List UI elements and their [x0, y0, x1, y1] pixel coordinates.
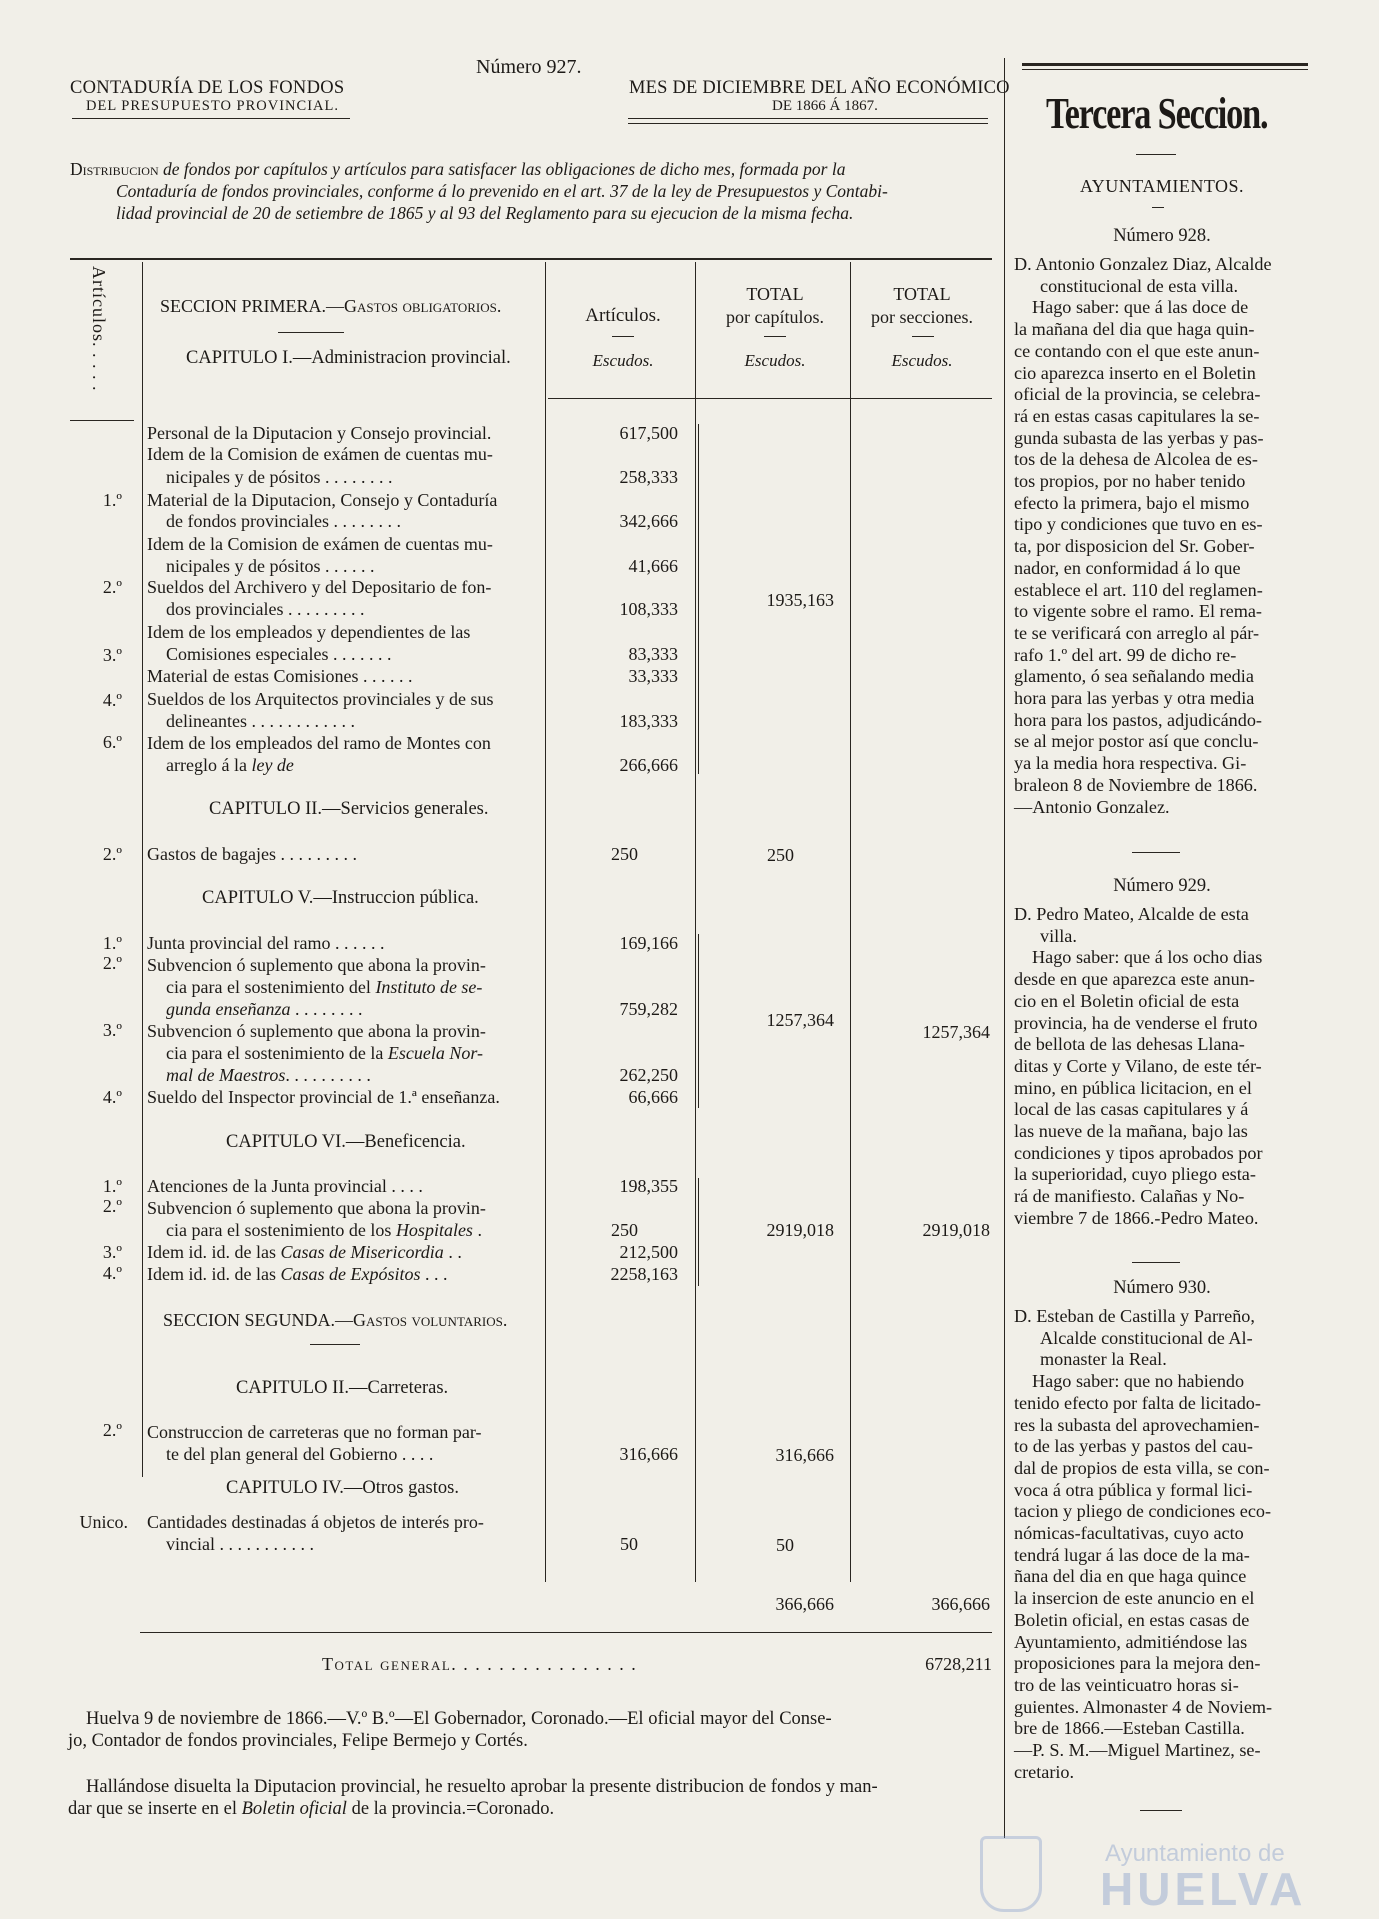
table-row-text: Gastos de bagajes . . . . . . . . . [147, 844, 357, 864]
notice-930 [1014, 1306, 1310, 1783]
table-row-text: cia para el sostenimiento de los Hospitales . [166, 1220, 482, 1240]
table-top-rule [70, 258, 992, 260]
col-total-sec-label-2: por secciones. [871, 307, 973, 327]
notice-line: D. Antonio Gonzalez Diaz, Alcalde [1014, 254, 1272, 274]
table-row-text: mal de Maestros. . . . . . . . . . [166, 1065, 371, 1085]
col-divider-4 [850, 262, 851, 1582]
table-row-text: Idem de la Comision de exámen de cuentas mu- [147, 444, 493, 464]
table-row-text: Subvencion ó suplemento que abona la provin- [147, 1021, 486, 1041]
notice-line: tipo y condiciones que tuvo en es- [1014, 514, 1263, 535]
article-number: 4.º [102, 690, 122, 710]
table-row-text: Construccion de carreteras que no forman par- [147, 1422, 482, 1442]
watermark-logo-icon [980, 1836, 1042, 1912]
right-top-rule [1022, 63, 1308, 66]
table-row-value: 33,333 [628, 666, 678, 686]
subheading: AYUNTAMIENTOS. [1079, 176, 1245, 196]
header-left-title: CONTADURÍA DE LOS FONDOS [70, 78, 345, 98]
notice-line: tendrá lugar á las doce de la ma- [1014, 1544, 1250, 1565]
table-row-value: 41,666 [628, 556, 678, 576]
table-row-value: 258,333 [619, 467, 678, 487]
table-row-text: Idem id. id. de las Casas de Misericordia . . [147, 1242, 462, 1262]
table-row-text: Subvencion ó suplemento que abona la provin- [147, 1198, 486, 1218]
notice-line: nador, en conformidad á lo que [1014, 557, 1241, 578]
issue-number: Número 927. [476, 56, 582, 78]
table-row-value: 617,500 [619, 423, 678, 443]
col-total-cap-unit: Escudos. [744, 351, 806, 370]
notice-line: tacion y pliego de condiciones eco- [1014, 1501, 1272, 1522]
table-row-text: Idem de la Comision de exámen de cuentas mu- [147, 534, 493, 554]
table-row-text: Atenciones de la Junta provincial . . . . [147, 1176, 423, 1196]
footer-line-4: dar que se inserte en el Boletin oficial de la provincia.=Coronado. [68, 1799, 555, 1819]
heading-ornament [1136, 154, 1176, 155]
header-left-rule [72, 118, 350, 119]
notice-line: braleon 8 de Noviembre de 1866. [1014, 774, 1258, 795]
col-divider-2 [545, 262, 546, 1582]
notice-line: tos propios, por no haber tenido [1014, 471, 1246, 492]
notice-line: local de las casas capitulares y á [1014, 1099, 1249, 1120]
section-1-dash [278, 332, 344, 333]
table-row-text: nicipales y de pósitos . . . . . . [166, 556, 375, 576]
notice-line: ce contando con el que este anun- [1014, 340, 1260, 361]
table-row-text: arreglo á la ley de [166, 755, 294, 775]
article-number: 3.º [102, 645, 122, 665]
notice-line: —Antonio Gonzalez. [1014, 796, 1170, 817]
article-number: 4.º [102, 1087, 122, 1107]
notice-line: establece el art. 110 del reglamen- [1014, 579, 1263, 600]
notice-line: voca á otra pública y formal lici- [1014, 1479, 1253, 1500]
chapter-5-section-total: 1257,364 [922, 1022, 990, 1042]
right-top-rule-2 [1022, 69, 1308, 70]
notice-928-number: Número 928. [1113, 226, 1211, 246]
notice-line: constitucional de esta villa. [1040, 275, 1238, 296]
col-articulos-dash [612, 336, 634, 337]
table-header-rule [548, 398, 992, 399]
article-number: 1.º [102, 1176, 122, 1196]
table-row-text: Sueldos de los Arquitectos provinciales y de sus [147, 689, 494, 709]
chapter-2-total: 250 [767, 845, 794, 865]
section-2-title: SECCION SEGUNDA.—Gastos voluntarios. [163, 1310, 508, 1330]
footer-line-3: Hallándose disuelta la Diputacion provincial, he resuelto aprobar la presente distribucion de fondos y man- [86, 1777, 878, 1797]
total-general-value: 6728,211 [925, 1654, 992, 1674]
notice-line: Hago saber: que no habiendo [1032, 1371, 1245, 1392]
notice-line: condiciones y tipos aprobados por [1014, 1142, 1263, 1163]
chapter-6-total: 2919,018 [766, 1220, 834, 1240]
table-row-text: Comisiones especiales . . . . . . . [166, 644, 392, 664]
notice-line: tro de las veinticuatro horas si- [1014, 1674, 1239, 1695]
col-total-sec-label-1: TOTAL [893, 284, 951, 304]
article-number: 2.º [102, 1420, 122, 1440]
notice-line: Hago saber: que á las doce de [1032, 297, 1249, 318]
table-row-text: dos provinciales . . . . . . . . . [166, 599, 365, 619]
chapter-6-title: CAPITULO VI.—Beneficencia. [226, 1132, 466, 1152]
intro-line-2: Contaduría de fondos provinciales, conforme á lo prevenido en el art. 37 de la ley de Presupuestos y Contabi- [116, 181, 888, 201]
separator-ornament [1132, 1262, 1180, 1263]
table-row-text: delineantes . . . . . . . . . . . . [166, 711, 355, 731]
chapter-5-brace [698, 934, 699, 1108]
chapter-4-total: 50 [776, 1535, 794, 1555]
notice-line: Hago saber: que á los ocho dias [1032, 947, 1263, 968]
table-row-text: Idem id. id. de las Casas de Expósitos . . . [147, 1264, 448, 1284]
table-row-value: 198,355 [619, 1176, 678, 1196]
notice-line: Alcalde constitucional de Al- [1040, 1327, 1253, 1348]
article-number: 2.º [102, 577, 122, 597]
notice-line: cretario. [1014, 1761, 1075, 1782]
table-row-value: 316,666 [619, 1444, 678, 1464]
table-row-value: 342,666 [619, 511, 678, 531]
table-row-text: Sueldos del Archivero y del Depositario de fon- [147, 577, 492, 597]
notice-line: ditas y Corte y Vilano, de este tér- [1014, 1055, 1262, 1076]
total-general-label: Total general. . . . . . . . . . . . . . . . [322, 1654, 638, 1674]
col-total-cap-label-1: TOTAL [746, 284, 804, 304]
column-separator [1004, 58, 1005, 1838]
table-row-value: 250 [611, 844, 638, 864]
notice-line: te se verificará con arreglo al pár- [1014, 622, 1260, 643]
table-row-value: 108,333 [619, 599, 678, 619]
notice-line: la mañana del dia que haga quin- [1014, 319, 1255, 340]
notice-929-number: Número 929. [1113, 876, 1211, 896]
notice-line: bre de 1866.—Esteban Castilla. [1014, 1718, 1245, 1739]
table-row-value: 759,282 [619, 999, 678, 1019]
notice-line: Ayuntamiento, admitiéndose las [1014, 1631, 1248, 1652]
articulos-vertical-label: Artículos. . . . . [89, 266, 109, 392]
notice-line: efecto la primera, bajo el mismo [1014, 492, 1250, 513]
notice-line: tos de la dehesa de Alcolea de es- [1014, 449, 1258, 470]
table-row-text: Idem de los empleados del ramo de Montes con [147, 733, 491, 753]
notice-line: tenido efecto por falta de licitado- [1014, 1392, 1261, 1413]
notice-line: nómicas-facultativas, cuyo acto [1014, 1523, 1244, 1544]
notice-line: dal de propios de esta villa, se con- [1014, 1457, 1270, 1478]
header-right-subtitle: DE 1866 Á 1867. [772, 98, 878, 114]
header-right-rule [628, 118, 988, 119]
table-row-text: te del plan general del Gobierno . . . . [166, 1444, 434, 1464]
table-row-text: gunda enseñanza . . . . . . . . [166, 999, 363, 1019]
notice-line: —P. S. M.—Miguel Martinez, se- [1014, 1740, 1261, 1761]
notice-line: to vigente sobre el ramo. El rema- [1014, 601, 1262, 622]
table-articulos-rule [70, 420, 134, 421]
notice-line: glamento, ó sea señalando media [1014, 666, 1254, 687]
table-row-text: Idem de los empleados y dependientes de las [147, 622, 471, 642]
section-2-dash [310, 1344, 360, 1345]
table-bottom-rule [140, 1632, 992, 1633]
table-row-value: 169,166 [619, 933, 678, 953]
intro-lead: Distribucion [70, 159, 159, 179]
article-number: 2.º [102, 844, 122, 864]
notice-line: mino, en pública licitacion, en el [1014, 1077, 1252, 1098]
table-row-text: Junta provincial del ramo . . . . . . [147, 933, 385, 953]
footer-line-2: jo, Contador de fondos provinciales, Felipe Bermejo y Cortés. [68, 1731, 528, 1751]
col-total-sec-unit: Escudos. [891, 351, 953, 370]
table-row-value: 250 [611, 1220, 638, 1240]
table-row-value: 212,500 [619, 1242, 678, 1262]
header-right-rule-2 [628, 123, 988, 124]
chapter-4-title: CAPITULO IV.—Otros gastos. [226, 1478, 459, 1498]
notice-line: ya la media hora respectiva. Gi- [1014, 753, 1247, 774]
notice-line: villa. [1040, 925, 1077, 946]
notice-line: las nueve de la mañana, bajo las [1014, 1121, 1248, 1142]
table-row-value: 266,666 [619, 755, 678, 775]
chapter-6-brace [698, 1178, 699, 1286]
notice-line: guientes. Almonaster 4 de Noviem- [1014, 1696, 1273, 1717]
notice-line: ta, por disposicion del Sr. Gober- [1014, 536, 1255, 557]
table-row-text: nicipales y de pósitos . . . . . . . . [166, 467, 393, 487]
notice-line: oficial de la provincia, se celebra- [1014, 384, 1261, 405]
watermark-line-2: HUELVA [1100, 1863, 1307, 1915]
intro-line-3: lidad provincial de 20 de setiembre de 1865 y al 93 del Reglamento para su ejecucion de la misma fecha. [116, 203, 854, 223]
col-articulos-header: Artículos. [585, 305, 661, 326]
table-row-value: 83,333 [628, 644, 678, 664]
chapter-1-title: CAPITULO I.—Administracion provincial. [186, 348, 511, 368]
footer-line-1: Huelva 9 de noviembre de 1866.—V.º B.º—El Gobernador, Coronado.—El oficial mayor del Conse- [86, 1709, 832, 1729]
notice-line: desde en que aparezca este anun- [1014, 969, 1255, 990]
col-divider-3 [695, 262, 696, 1582]
table-row-text: Subvencion ó suplemento que abona la provin- [147, 955, 486, 975]
article-number: Unico. [79, 1512, 128, 1532]
watermark-line-1: Ayuntamiento de [1105, 1840, 1285, 1867]
table-row-text: Material de estas Comisiones . . . . . . [147, 666, 413, 686]
notice-930-number: Número 930. [1113, 1278, 1211, 1298]
article-number: 6.º [102, 732, 122, 752]
header-right-title: MES DE DICIEMBRE DEL AÑO ECONÓMICO [629, 78, 1010, 98]
table-row-value: 183,333 [619, 711, 678, 731]
col-total-cap-label-2: por capítulos. [726, 307, 824, 327]
notice-line: rafo 1.º del art. 99 de dicho re- [1014, 644, 1237, 665]
chapter-2b-total: 316,666 [775, 1445, 834, 1465]
section-2-total: 366,666 [931, 1594, 990, 1614]
table-row-text: de fondos provinciales . . . . . . . . [166, 511, 401, 531]
article-number: 1.º [102, 933, 122, 953]
col-total-sec-dash [912, 336, 934, 337]
col-total-cap-dash [764, 336, 786, 337]
notice-line: res la subasta del aprovechamien- [1014, 1414, 1260, 1435]
notice-929 [1014, 904, 1310, 1230]
table-row-text: Personal de la Diputacion y Consejo provincial. [147, 423, 492, 443]
table-row-value: 2258,163 [610, 1264, 678, 1284]
notice-928 [1014, 254, 1310, 818]
notice-line: hora para los pastos, adjudicándo- [1014, 709, 1262, 730]
notice-line: de bellota de las dehesas Llana- [1014, 1034, 1245, 1055]
article-number: 3.º [102, 1020, 122, 1040]
intro-paragraph [70, 158, 994, 224]
col-articulos-unit: Escudos. [592, 351, 654, 370]
table-row-text: cia para el sostenimiento de la Escuela Nor- [166, 1043, 484, 1063]
notice-line: proposiciones para la mejora den- [1014, 1653, 1261, 1674]
notice-line: la superioridad, cuyo pliego esta- [1014, 1164, 1256, 1185]
chapter-6-section-total: 2919,018 [922, 1220, 990, 1240]
notice-line: Boletin oficial, en estas casas de [1014, 1609, 1250, 1630]
table-row-value: 262,250 [619, 1065, 678, 1085]
section-heading: Tercera Seccion. [1046, 89, 1268, 138]
table-row-value: 50 [620, 1534, 638, 1554]
notice-line: la insercion de este anuncio en el [1014, 1588, 1255, 1609]
table-row-text: Cantidades destinadas á objetos de interés pro- [147, 1512, 484, 1532]
notice-line: provincia, ha de venderse el fruto [1014, 1012, 1258, 1033]
section-1-title: SECCION PRIMERA.—Gastos obligatorios. [160, 296, 502, 316]
chapter-1-brace [698, 424, 699, 774]
subheading-rule [1152, 207, 1164, 208]
notice-line: se al mejor postor así que conclu- [1014, 731, 1259, 752]
chapter-2b-title: CAPITULO II.—Carreteras. [236, 1378, 449, 1398]
notice-line: to de las yerbas y pastos del cau- [1014, 1436, 1253, 1457]
notice-line: ñana del dia en que haga quince [1014, 1566, 1247, 1587]
table-row-text: vincial . . . . . . . . . . . [166, 1534, 314, 1554]
notice-line: viembre 7 de 1866.-Pedro Mateo. [1014, 1207, 1259, 1228]
separator-ornament [1132, 852, 1180, 853]
article-number: 2.º [102, 953, 122, 973]
article-number: 3.º [102, 1242, 122, 1262]
notice-line: D. Pedro Mateo, Alcalde de esta [1014, 904, 1249, 924]
intro-line-1: de fondos por capítulos y artículos para satisfacer las obligaciones de dicho mes, formada por la [158, 159, 846, 179]
chapter-5-title: CAPITULO V.—Instruccion pública. [202, 888, 479, 908]
notice-line: cio en el Boletin oficial de esta [1014, 990, 1240, 1011]
table-row-text: cia para el sostenimiento del Instituto de se- [166, 977, 483, 997]
table-row-value: 66,666 [628, 1087, 678, 1107]
chapter-2-title: CAPITULO II.—Servicios generales. [209, 799, 489, 819]
table-row-text: Sueldo del Inspector provincial de 1.ª enseñanza. [147, 1087, 500, 1107]
notice-line: cio aparezca inserto en el Boletin [1014, 362, 1256, 383]
section-2-chapter-total: 366,666 [775, 1594, 834, 1614]
notice-line: monaster la Real. [1040, 1349, 1167, 1370]
article-number: 2.º [102, 1196, 122, 1216]
notice-line: rá de manifiesto. Calañas y No- [1014, 1186, 1245, 1207]
col-divider-1 [142, 262, 143, 1477]
chapter-1-total: 1935,163 [766, 590, 834, 610]
notice-line: rá en estas casas capitulares la se- [1014, 405, 1260, 426]
end-rule [1140, 1810, 1182, 1811]
chapter-5-total: 1257,364 [766, 1010, 834, 1030]
header-left-subtitle: DEL PRESUPUESTO PROVINCIAL. [86, 98, 339, 114]
notice-line: hora para las yerbas y otra media [1014, 688, 1255, 709]
table-row-text: Material de la Diputacion, Consejo y Contaduría [147, 490, 498, 510]
notice-line: gunda subasta de las yerbas y pas- [1014, 427, 1264, 448]
article-number: 1.º [102, 490, 122, 510]
notice-line: D. Esteban de Castilla y Parreño, [1014, 1306, 1255, 1326]
article-number: 4.º [102, 1263, 122, 1283]
